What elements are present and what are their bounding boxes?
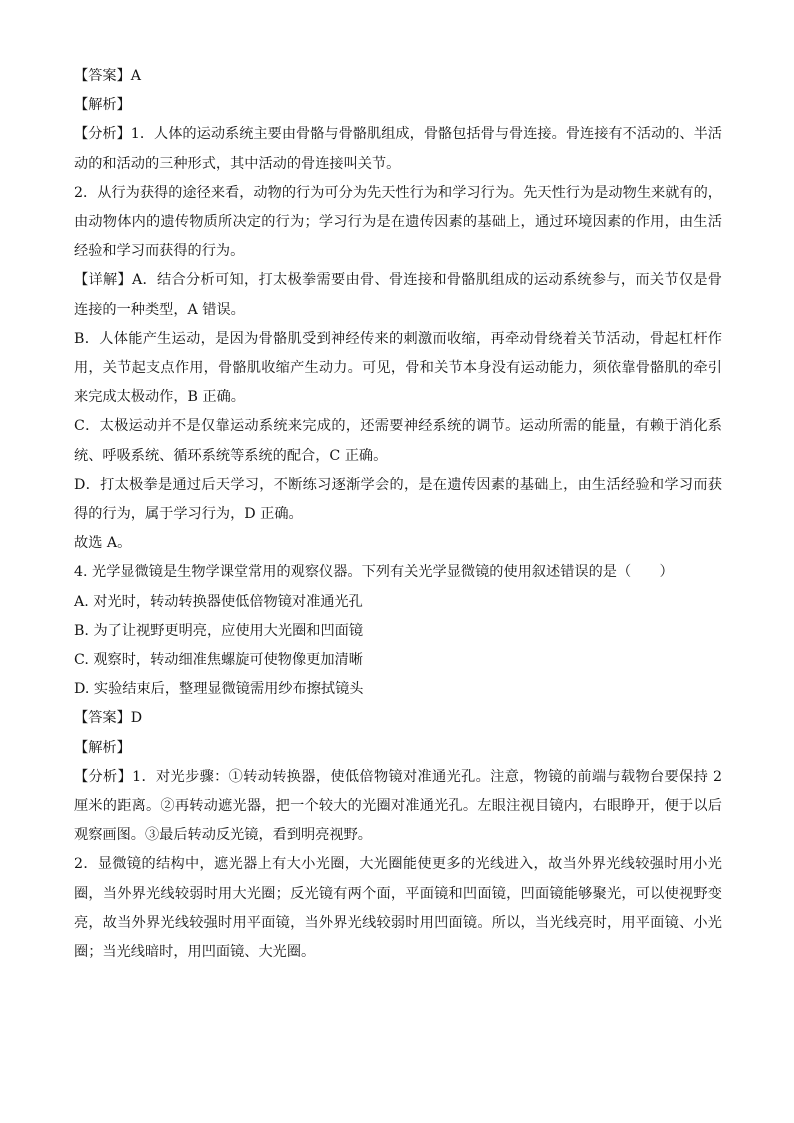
detail-option-a-q3: 【详解】A．结合分析可知，打太极拳需要由骨、骨连接和骨骼肌组成的运动系统参与，而关节仅是骨连接的一种类型，A 错误。 [74, 272, 722, 318]
question-4-stem: 4. 光学显微镜是生物学课堂常用的观察仪器。下列有关光学显微镜的使用叙述错误的是（ ） [74, 564, 674, 581]
detail-option-c-q3: C．太极运动并不是仅靠运动系统来完成的，还需要神经系统的调节。运动所需的能量，有赖于消化系统、呼吸系统、循环系统等系统的配合，C 正确。 [74, 418, 722, 464]
answer-label-q3: 【答案】A [74, 68, 141, 84]
conclusion-q3: 故选 A。 [74, 535, 132, 552]
detail-option-b-q3: B．人体能产生运动，是因为骨骼肌受到神经传来的刺激而收缩，再牵动骨绕着关节活动，骨起杠杆作用，关节起支点作用，骨骼肌收缩产生动力。可见，骨和关节本身没有运动能力，须依靠骨骼肌的牵引来完成太极动作，B 正确。 [74, 330, 722, 406]
analysis-point-1-q4: 【分析】1．对光步骤：①转动转换器，使低倍物镜对准通光孔。注意，物镜的前端与载物台要保持 2 厘米的距离。②再转动遮光器，把一个较大的光圈对准通光孔。左眼注视目镜内，右眼睁开，便于以后观察画图。③最后转动反光镜，看到明亮视野。 [74, 768, 722, 844]
answer-label-q4: 【答案】D [74, 710, 143, 727]
analysis-point-1-q3: 【分析】1．人体的运动系统主要由骨骼与骨骼肌组成，骨骼包括骨与骨连接。骨连接有不活动的、半活动的和活动的三种形式，其中活动的骨连接叫关节。 [74, 126, 722, 172]
question-4-option-d: D. 实验结束后，整理显微镜需用纱布擦拭镜头 [74, 681, 364, 698]
question-4-option-b: B. 为了让视野更明亮，应使用大光圈和凹面镜 [74, 622, 364, 639]
document-body [74, 62, 722, 967]
analysis-heading-q4: 【解析】 [74, 739, 131, 756]
analysis-heading-q3: 【解析】 [74, 97, 131, 114]
analysis-point-2-q4: 2．显微镜的结构中，遮光器上有大小光圈，大光圈能使更多的光线进入，故当外界光线较强时用小光圈，当外界光线较弱时用大光圈；反光镜有两个面，平面镜和凹面镜，凹面镜能够聚光，可以使视野变亮，故当外界光线较强时用平面镜，当外界光线较弱时用凹面镜。所以，当光线亮时，用平面镜、小光圈；当光线暗时，用凹面镜、大光圈。 [74, 856, 722, 961]
detail-option-d-q3: D．打太极拳是通过后天学习，不断练习逐渐学会的，是在遗传因素的基础上，由生活经验和学习而获得的行为，属于学习行为，D 正确。 [74, 476, 722, 523]
question-4-option-a: A. 对光时，转动转换器使低倍物镜对准通光孔 [74, 593, 363, 610]
analysis-point-2-q3: 2．从行为获得的途径来看，动物的行为可分为先天性行为和学习行为。先天性行为是动物生来就有的，由动物体内的遗传物质所决定的行为；学习行为是在遗传因素的基础上，通过环境因素的作用，由生活经验和学习而获得的行为。 [74, 184, 722, 260]
question-4-option-c: C. 观察时，转动细准焦螺旋可使物像更加清晰 [74, 652, 363, 669]
